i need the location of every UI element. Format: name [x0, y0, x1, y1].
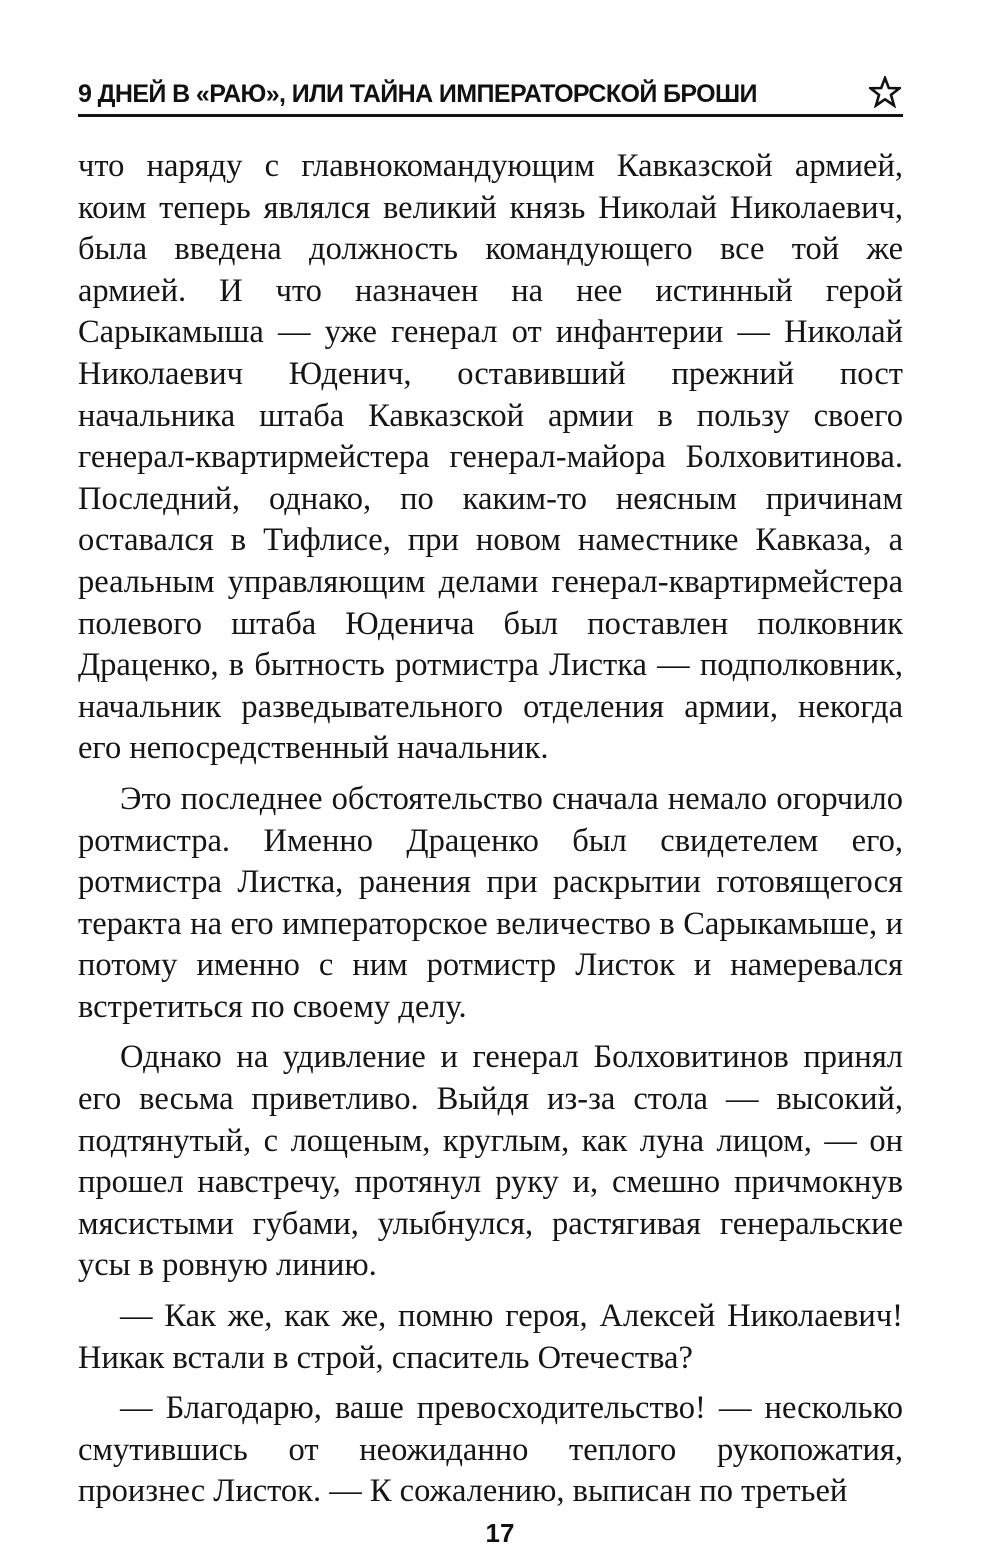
paragraph: Это последнее обстоятельство сначала немало огорчило ротмистра. Именно Драценко был свидетелем его, ротмистра Листка, ранения при раскрытии готовящегося теракта на его императорское величество в Сарыкамыше, и потому именно с ним ротмистр Листок и намеревался встретиться по своему делу. [78, 780, 903, 1025]
running-header [78, 68, 903, 117]
dialogue-line: — Благодарю, ваше превосходительство! — несколько смутившись от неожиданно теплого рукопожатия, произнес Листок. — К сожалению, выписан по третьей [78, 1390, 903, 1510]
dialogue-line: — Как же, как же, помню героя, Алексей Николаевич! Никак встали в строй, спаситель Отечества? [78, 1298, 903, 1376]
paragraph-continuation: что наряду с главнокомандующим Кавказской армией, коим теперь являлся великий князь Николай Николаевич, была введена должность командующего все той же армией. И что назначен на нее истинный герой Сарыкамыша — уже генерал от инфантерии — Николай Николаевич Юденич, оставивший прежний пост начальника штаба Кавказской армии в пользу своего генерал-квартирмейстера генерал-майора Болховитинова. Последний, однако, по каким-то неясным причинам оставался в Тифлисе, при новом наместнике Кавказа, а реальным управляющим делами генерал-квартирмейстера полевого штаба Юденича был поставлен полковник Драценко, в бытность ротмистра Листка — подполковник, начальник разведывательного отделения армии, некогда его непосредственный начальник. [78, 148, 903, 767]
paragraph: Однако на удивление и генерал Болховитинов принял его весьма приветливо. Выйдя из-за стола — высокий, подтянутый, с лощеным, круглым, как луна лицом, — он прошел навстречу, протянул руку и, смешно причмокнув мясистыми губами, улыбнулся, растягивая генеральские усы в ровную линию. [78, 1039, 903, 1284]
body-text [78, 146, 903, 1522]
star-icon [869, 76, 901, 108]
page-number: 17 [485, 1518, 515, 1548]
running-title: 9 ДНЕЙ В «РАЮ», ИЛИ ТАЙНА ИМПЕРАТОРСКОЙ БРОШИ [78, 80, 757, 108]
